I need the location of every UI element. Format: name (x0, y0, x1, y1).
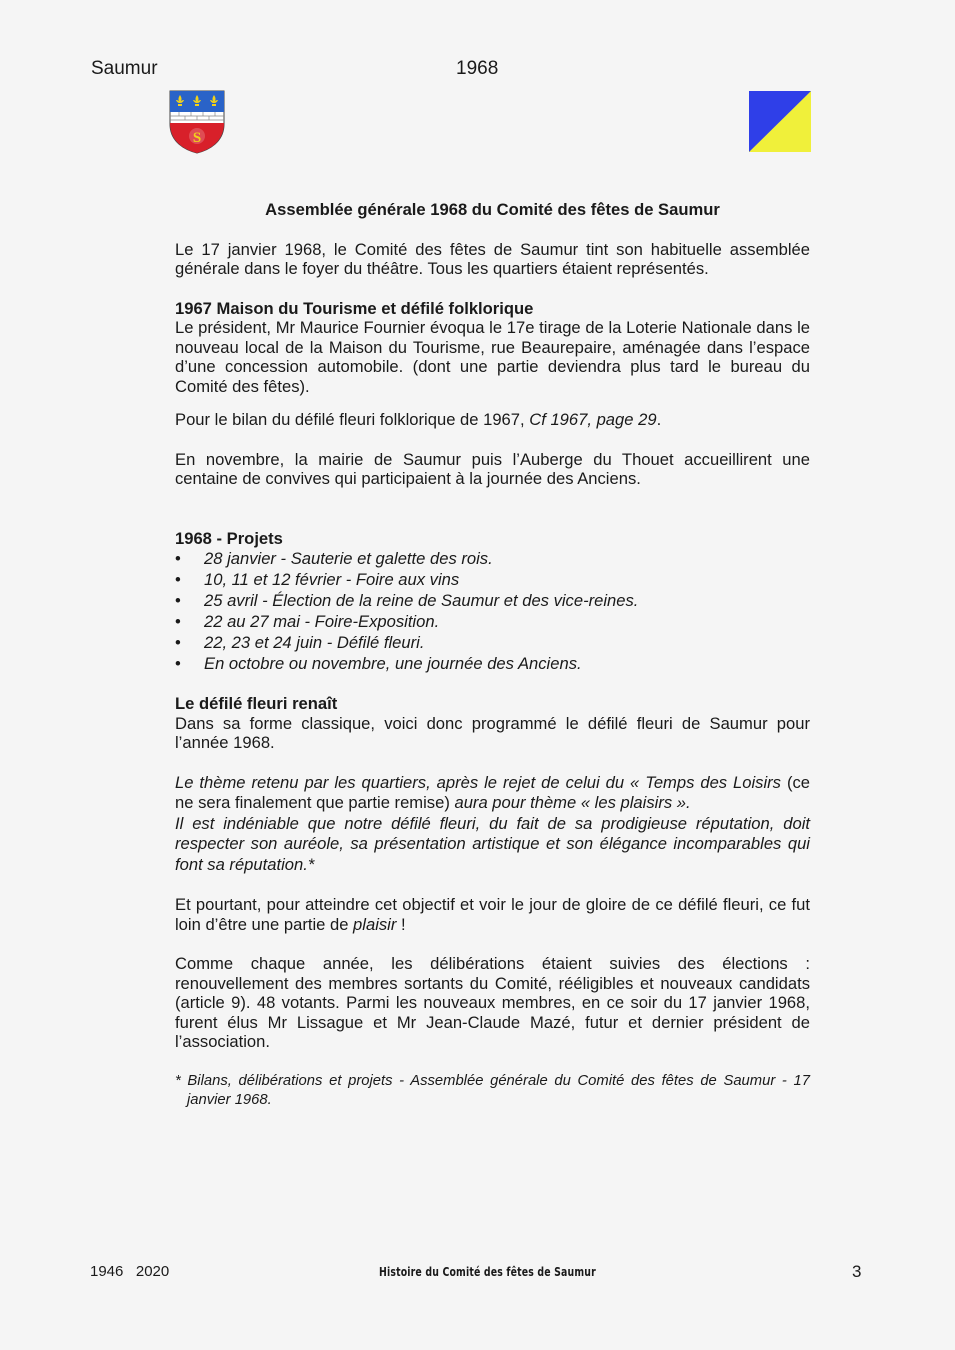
list-item (175, 611, 810, 632)
saumur-coat-of-arms-icon (169, 90, 225, 154)
quote-block (175, 773, 810, 876)
svg-text:S: S (192, 130, 202, 146)
list-item-text: 22, 23 et 24 juin - Défilé fleuri. (204, 633, 425, 652)
bilan-reference: Cf 1967, page 29 (529, 410, 657, 429)
list-item-text: 28 janvier - Sauterie et galette des rois. (204, 549, 493, 568)
list-item (175, 590, 810, 611)
pourtant-emphasis: plaisir (353, 914, 397, 934)
bullet: • (175, 591, 181, 610)
section-1967-paragraph: Le président, Mr Maurice Fournier évoqua le 17e tirage de la Loterie Nationale dans le nouveau local de la Maison du Tourisme, rue Beaurepaire, aménagée dans l’espace d’une concession automobile. (dont une partie deviendra plus tard le bureau du Comité des fêtes). (175, 318, 810, 396)
bilan-paragraph (175, 410, 810, 430)
list-item (175, 632, 810, 653)
quote-aside: (ce ne sera finalement que partie remise) (175, 772, 810, 812)
list-item (175, 569, 810, 590)
anciens-paragraph: En novembre, la mairie de Saumur puis l’Auberge du Thouet accueillirent une centaine de convives qui participaient à la journée des Anciens. (175, 449, 810, 488)
page-number: 3 (852, 1262, 862, 1281)
bilan-text: Pour le bilan du défilé fleuri folklorique de 1967, (175, 410, 530, 429)
footer-title: Histoire du Comité des fêtes de Saumur (379, 1265, 596, 1279)
bullet: • (175, 570, 181, 589)
quote-line-d: Il est indéniable que notre défilé fleuri, du fait de sa prodigieuse réputation, doit respecter son auréole, sa présentation artistique et son élégance incomparables qui font sa réputation.* (175, 813, 810, 874)
list-item (175, 548, 810, 569)
bullet: • (175, 633, 181, 652)
list-item (175, 653, 810, 674)
quote-line-a: Le thème retenu par les quartiers, après le rejet de celui du « Temps des Loisirs (175, 772, 781, 792)
header-year: 1968 (456, 58, 499, 79)
defile-paragraph: Dans sa forme classique, voici donc programmé le défilé fleuri de Saumur pour l’année 1968. (175, 713, 810, 752)
section-heading-projets: 1968 - Projets (175, 528, 283, 548)
bullet: • (175, 612, 181, 631)
bilan-end: . (656, 410, 662, 429)
bullet: • (175, 549, 181, 568)
page-title: Assemblée générale 1968 du Comité des fêtes de Saumur (265, 200, 720, 219)
list-item-text: En octobre ou novembre, une journée des Anciens. (204, 654, 582, 673)
list-item-text: 25 avril - Élection de la reine de Saumur et des vice-reines. (204, 591, 639, 610)
projects-list (175, 548, 810, 674)
list-item-text: 10, 11 et 12 février - Foire aux vins (204, 570, 460, 589)
blue-yellow-flag-icon (749, 91, 811, 152)
pourtant-text: Et pourtant, pour atteindre cet objectif et voir le jour de gloire de ce défilé fleuri, ce fut loin d’être une partie de (175, 895, 810, 934)
intro-paragraph: Le 17 janvier 1968, le Comité des fêtes de Saumur tint son habituelle assemblée générale dans le foyer du théâtre. Tous les quartiers étaient représentés. (175, 239, 810, 278)
bullet: • (175, 654, 181, 673)
section-heading-1967: 1967 Maison du Tourisme et défilé folklorique (175, 298, 534, 318)
document-body (175, 200, 810, 1110)
footer-years: 1946 2020 (90, 1263, 170, 1280)
header-left: Saumur (91, 58, 158, 79)
footnote: * Bilans, délibérations et projets - Assemblée générale du Comité des fêtes de Saumur - 17 janvier 1968. (175, 1072, 810, 1108)
elections-paragraph: Comme chaque année, les délibérations étaient suivies des élections : renouvellement des membres sortants du Comité, rééligibles et nouveaux candidats (article 9). 48 votants. Parmi les nouveaux membres, en ce soir du 17 janvier 1968, furent élus Mr Lissague et Mr Jean-Claude Mazé, futur et dernier président de l’association. (175, 954, 810, 1051)
quote-line-c: aura pour thème « les plaisirs ». (449, 793, 691, 812)
pourtant-end: ! (396, 914, 406, 934)
list-item-text: 22 au 27 mai - Foire-Exposition. (204, 612, 440, 631)
section-heading-defile: Le défilé fleuri renaît (175, 694, 338, 713)
pourtant-paragraph (175, 895, 810, 934)
